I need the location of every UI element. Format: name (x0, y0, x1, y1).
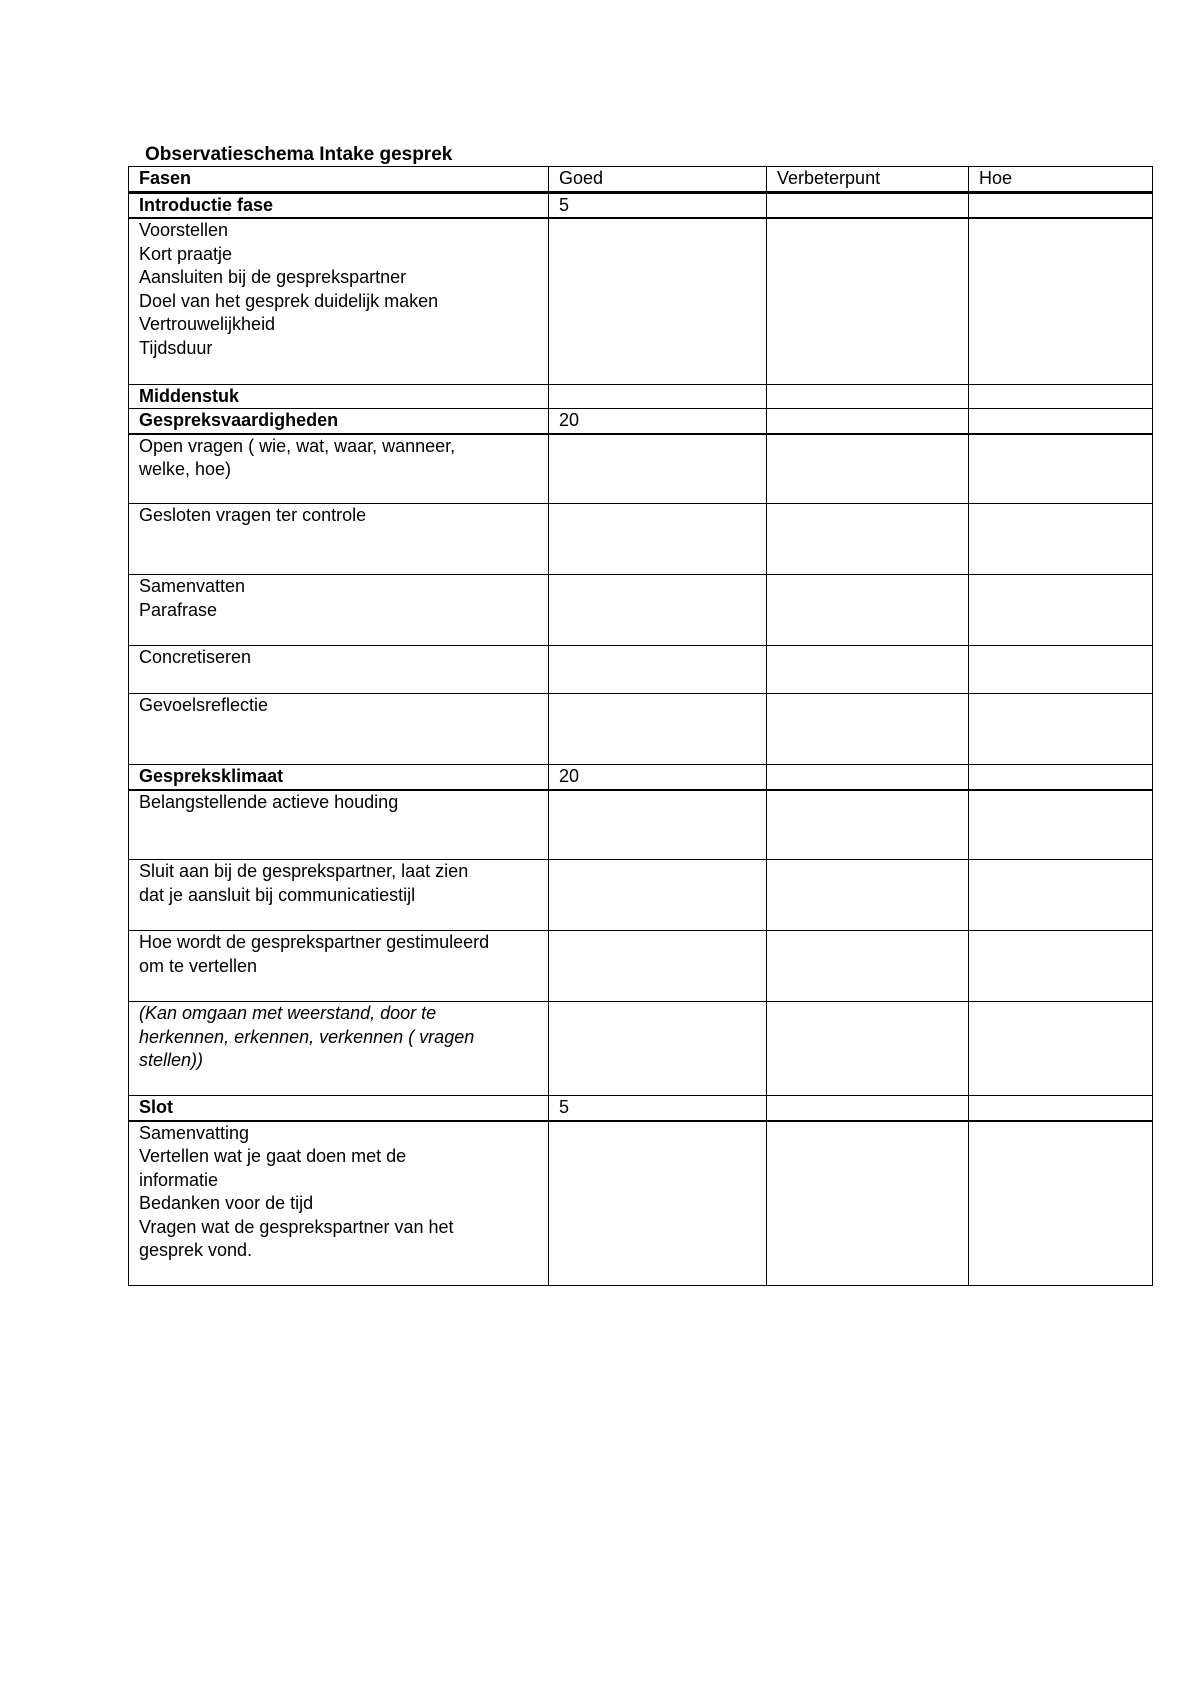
hoe-cell (969, 218, 1153, 384)
criterion-line: welke, hoe) (139, 459, 232, 479)
section-score: 20 (549, 409, 767, 434)
criteria-cell (129, 694, 549, 765)
goed-cell (549, 1121, 767, 1286)
hoe-cell (969, 1096, 1153, 1121)
section-row-middenstuk (129, 384, 1153, 409)
criterion-line: (Kan omgaan met weerstand, door te (139, 1003, 437, 1023)
verbeterpunt-cell (767, 434, 969, 504)
criterion-line: Vragen wat de gesprekspartner van het (139, 1216, 454, 1237)
verbeterpunt-cell (767, 192, 969, 218)
observation-table (128, 166, 1153, 1286)
criterion-line: Concretiseren (139, 647, 252, 667)
criteria-cell (129, 931, 549, 1002)
criteria-cell (129, 504, 549, 575)
section-row-gespreksklimaat (129, 765, 1153, 790)
verbeterpunt-cell (767, 409, 969, 434)
criterion-line: Samenvatten (139, 576, 246, 596)
table-row (129, 646, 1153, 694)
criterion-line: dat je aansluit bij communicatiestijl (139, 884, 416, 905)
section-label: Gespreksklimaat (129, 765, 549, 790)
criterion-line: Vertrouwelijkheid (139, 314, 276, 334)
goed-cell (549, 218, 767, 384)
hoe-cell (969, 931, 1153, 1002)
verbeterpunt-cell (767, 504, 969, 575)
criterion-line: Belangstellende actieve houding (139, 791, 399, 812)
hoe-cell (969, 504, 1153, 575)
criterion-line: Kort praatje (139, 243, 233, 264)
table-row (129, 575, 1153, 646)
criterion-line: informatie (139, 1169, 219, 1190)
table-row (129, 931, 1153, 1002)
table-row (129, 218, 1153, 384)
criteria-cell (129, 646, 549, 694)
hoe-cell (969, 409, 1153, 434)
criterion-line: Doel van het gesprek duidelijk maken (139, 290, 439, 311)
verbeterpunt-cell (767, 931, 969, 1002)
hoe-cell (969, 384, 1153, 409)
criterion-line: herkennen, erkennen, verkennen ( vragen (139, 1026, 475, 1047)
hoe-cell (969, 765, 1153, 790)
header-goed: Goed (549, 167, 767, 193)
criterion-line: gesprek vond. (139, 1240, 253, 1260)
criterion-line: Open vragen ( wie, wat, waar, wanneer, (139, 435, 456, 456)
criteria-cell (129, 434, 549, 504)
criteria-cell (129, 860, 549, 931)
goed-cell (549, 434, 767, 504)
criteria-cell (129, 575, 549, 646)
criterion-line: Aansluiten bij de gesprekspartner (139, 267, 407, 287)
criterion-line: Voorstellen (139, 220, 229, 240)
section-label: Introductie fase (129, 192, 549, 218)
header-hoe: Hoe (969, 167, 1153, 193)
criterion-line: Parafrase (139, 599, 218, 620)
table-row (129, 790, 1153, 860)
verbeterpunt-cell (767, 1002, 969, 1096)
header-verbeterpunt: Verbeterpunt (767, 167, 969, 193)
hoe-cell (969, 790, 1153, 860)
hoe-cell (969, 575, 1153, 646)
hoe-cell (969, 192, 1153, 218)
verbeterpunt-cell (767, 646, 969, 694)
criterion-line: Gevoelsreflectie (139, 695, 269, 715)
table-row (129, 1002, 1153, 1096)
section-label: Middenstuk (129, 384, 549, 409)
table-row (129, 1121, 1153, 1286)
goed-cell (549, 1002, 767, 1096)
criteria-cell (129, 1121, 549, 1286)
section-label: Slot (129, 1096, 549, 1121)
hoe-cell (969, 646, 1153, 694)
verbeterpunt-cell (767, 765, 969, 790)
header-fasen: Fasen (129, 167, 549, 193)
verbeterpunt-cell (767, 790, 969, 860)
section-score: 5 (549, 192, 767, 218)
criteria-cell (129, 1002, 549, 1096)
verbeterpunt-cell (767, 1096, 969, 1121)
section-label: Gespreksvaardigheden (129, 409, 549, 434)
goed-cell (549, 790, 767, 860)
verbeterpunt-cell (767, 1121, 969, 1286)
criterion-line: Gesloten vragen ter controle (139, 505, 367, 525)
section-score: 5 (549, 1096, 767, 1121)
hoe-cell (969, 860, 1153, 931)
criterion-line: Hoe wordt de gesprekspartner gestimuleerd (139, 932, 490, 952)
table-row (129, 694, 1153, 765)
criterion-line: Bedanken voor de tijd (139, 1193, 314, 1213)
table-row (129, 434, 1153, 504)
goed-cell (549, 575, 767, 646)
goed-cell (549, 646, 767, 694)
hoe-cell (969, 1002, 1153, 1096)
verbeterpunt-cell (767, 218, 969, 384)
goed-cell (549, 504, 767, 575)
hoe-cell (969, 434, 1153, 504)
verbeterpunt-cell (767, 575, 969, 646)
document-title: Observatieschema Intake gesprek (145, 144, 453, 165)
criterion-line: stellen)) (139, 1050, 204, 1070)
criterion-line: Sluit aan bij de gesprekspartner, laat zien (139, 861, 469, 881)
criterion-line: om te vertellen (139, 955, 258, 976)
criteria-cell (129, 218, 549, 384)
table-row (129, 860, 1153, 931)
goed-cell (549, 860, 767, 931)
table-row (129, 504, 1153, 575)
table-header-row (129, 167, 1153, 193)
criteria-cell (129, 790, 549, 860)
goed-cell (549, 931, 767, 1002)
section-score: 20 (549, 765, 767, 790)
hoe-cell (969, 1121, 1153, 1286)
criterion-line: Vertellen wat je gaat doen met de (139, 1146, 407, 1166)
hoe-cell (969, 694, 1153, 765)
criterion-line: Samenvatting (139, 1122, 250, 1143)
goed-cell (549, 694, 767, 765)
verbeterpunt-cell (767, 384, 969, 409)
verbeterpunt-cell (767, 860, 969, 931)
criterion-line: Tijdsduur (139, 337, 213, 358)
section-row-introductie (129, 192, 1153, 218)
section-row-slot (129, 1096, 1153, 1121)
section-row-gespreksvaardigheden (129, 409, 1153, 434)
section-score (549, 384, 767, 409)
verbeterpunt-cell (767, 694, 969, 765)
